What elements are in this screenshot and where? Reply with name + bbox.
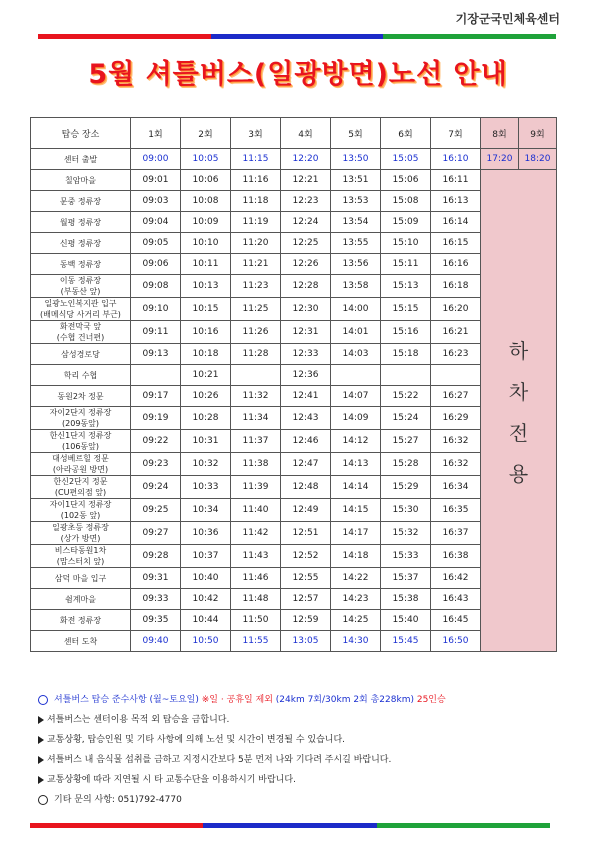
time-cell: 11:42 [231, 522, 281, 545]
time-cell: 10:34 [181, 499, 231, 522]
time-cell: 14:22 [331, 568, 381, 589]
stop-name [31, 522, 131, 545]
stop-name [31, 499, 131, 522]
stop-name [31, 476, 131, 499]
table-row [31, 568, 557, 589]
time-cell: 10:05 [181, 149, 231, 170]
time-cell: 11:23 [231, 275, 281, 298]
time-cell: 16:43 [431, 589, 481, 610]
time-cell: 14:12 [331, 430, 381, 453]
dropoff-label-char: 차 [508, 379, 529, 404]
stop-name-line: 일광노인복지관 입구 [44, 299, 117, 308]
table-row [31, 589, 557, 610]
time-cell: 13:51 [331, 170, 381, 191]
time-cell: 15:28 [381, 453, 431, 476]
dropoff-label-char: 전 [508, 420, 529, 445]
stop-name [31, 254, 131, 275]
time-cell: 09:05 [131, 233, 181, 254]
time-cell: 14:25 [331, 610, 381, 631]
time-cell: 12:25 [281, 233, 331, 254]
time-cell: 14:13 [331, 453, 381, 476]
table-row [31, 191, 557, 212]
time-cell: 11:43 [231, 545, 281, 568]
header-run-9: 9회 [519, 118, 557, 149]
time-cell: 14:00 [331, 298, 381, 321]
note-text: 셔틀버스 내 음식물 섭취를 금하고 지정시간보다 5분 먼저 나와 기다려 주시길 바랍니다. [47, 755, 392, 765]
extra-time-cell: 17:20 [481, 149, 519, 170]
time-cell: 14:18 [331, 545, 381, 568]
time-cell: 09:24 [131, 476, 181, 499]
time-cell: 09:33 [131, 589, 181, 610]
top-color-bar [38, 34, 556, 39]
time-cell: 13:05 [281, 631, 331, 652]
time-cell: 12:23 [281, 191, 331, 212]
table-row [31, 298, 557, 321]
time-cell: 16:10 [431, 149, 481, 170]
stop-name [31, 610, 131, 631]
stop-name-line: (CU편의점 앞) [54, 488, 107, 497]
table-row [31, 321, 557, 344]
dropoff-label-char: 하 [508, 338, 529, 363]
note-line [38, 730, 568, 750]
time-cell: 12:30 [281, 298, 331, 321]
time-cell: 10:36 [181, 522, 231, 545]
time-cell: 16:14 [431, 212, 481, 233]
time-cell: 12:55 [281, 568, 331, 589]
time-cell: 09:17 [131, 386, 181, 407]
note-line [38, 750, 568, 770]
stop-name-line: (106동앞) [62, 442, 99, 451]
note-line [38, 770, 568, 790]
time-cell: 10:32 [181, 453, 231, 476]
time-cell: 09:28 [131, 545, 181, 568]
table-row [31, 610, 557, 631]
time-cell: 12:41 [281, 386, 331, 407]
time-cell: 12:49 [281, 499, 331, 522]
time-cell: 11:46 [231, 568, 281, 589]
stop-name [31, 149, 131, 170]
time-cell: 09:22 [131, 430, 181, 453]
table-row [31, 499, 557, 522]
stop-name-line: (102동 앞) [60, 511, 101, 520]
time-cell: 09:04 [131, 212, 181, 233]
time-cell: 11:26 [231, 321, 281, 344]
time-cell: 11:40 [231, 499, 281, 522]
time-cell: 09:10 [131, 298, 181, 321]
stop-name [31, 631, 131, 652]
stop-name [31, 233, 131, 254]
time-cell: 16:27 [431, 386, 481, 407]
header-run-6: 6회 [381, 118, 431, 149]
time-cell: 14:23 [331, 589, 381, 610]
header-run-8: 8회 [481, 118, 519, 149]
time-cell [431, 365, 481, 386]
time-cell: 09:13 [131, 344, 181, 365]
stop-name-line: (209동앞) [62, 419, 99, 428]
time-cell: 10:44 [181, 610, 231, 631]
time-cell: 10:10 [181, 233, 231, 254]
time-cell: 15:22 [381, 386, 431, 407]
time-cell: 12:47 [281, 453, 331, 476]
time-cell: 09:27 [131, 522, 181, 545]
stop-name-line: 쉼계마을 [65, 594, 96, 604]
stop-name [31, 170, 131, 191]
time-cell: 09:01 [131, 170, 181, 191]
stop-name-line: 화전막국 앞 [59, 322, 102, 331]
stop-name-line: 자이1단지 정류장 [49, 500, 112, 509]
table-row [31, 453, 557, 476]
time-cell: 12:57 [281, 589, 331, 610]
stop-name-line: 한신2단지 정문 [53, 477, 108, 486]
time-cell: 15:40 [381, 610, 431, 631]
time-cell: 15:24 [381, 407, 431, 430]
table-row [31, 254, 557, 275]
time-cell: 13:50 [331, 149, 381, 170]
time-cell: 09:11 [131, 321, 181, 344]
bottom-color-bar [30, 823, 550, 828]
table-row [31, 476, 557, 499]
time-cell: 10:13 [181, 275, 231, 298]
time-cell: 13:56 [331, 254, 381, 275]
time-cell: 10:50 [181, 631, 231, 652]
time-cell: 11:19 [231, 212, 281, 233]
time-cell: 10:09 [181, 212, 231, 233]
note-distance: (24km 7회/30km 2회 총228km) [275, 695, 414, 705]
note-text: 교통상황, 탑승인원 및 기타 사항에 의해 노선 및 시간이 변경될 수 있습니다. [47, 735, 346, 745]
time-cell: 09:40 [131, 631, 181, 652]
time-cell: 15:33 [381, 545, 431, 568]
stop-name-line: 동백 정류장 [59, 259, 102, 269]
time-cell: 14:15 [331, 499, 381, 522]
stop-name-line: 신평 정류장 [59, 238, 102, 248]
stop-name [31, 386, 131, 407]
time-cell: 12:31 [281, 321, 331, 344]
time-cell: 12:48 [281, 476, 331, 499]
triangle-icon [38, 736, 44, 744]
time-cell: 13:55 [331, 233, 381, 254]
time-cell: 09:00 [131, 149, 181, 170]
header-run-5: 5회 [331, 118, 381, 149]
time-cell: 13:58 [331, 275, 381, 298]
stop-name [31, 275, 131, 298]
time-cell: 15:29 [381, 476, 431, 499]
time-cell: 14:03 [331, 344, 381, 365]
time-cell: 15:38 [381, 589, 431, 610]
triangle-icon [38, 716, 44, 724]
time-cell: 15:27 [381, 430, 431, 453]
time-cell: 16:50 [431, 631, 481, 652]
time-cell: 10:11 [181, 254, 231, 275]
time-cell: 10:08 [181, 191, 231, 212]
stop-name-line: 자이2단지 정류장 [49, 408, 112, 417]
triangle-icon [38, 776, 44, 784]
time-cell: 15:08 [381, 191, 431, 212]
stop-name-line: (아라공원 방면) [52, 465, 109, 474]
stop-name-line: 삼덕 마을 입구 [54, 573, 107, 583]
time-cell: 10:26 [181, 386, 231, 407]
note-line [38, 710, 568, 730]
time-cell: 11:25 [231, 298, 281, 321]
time-cell: 15:11 [381, 254, 431, 275]
time-cell: 11:34 [231, 407, 281, 430]
table-header-row [31, 118, 557, 149]
stop-name-line: 이동 정류장 [59, 276, 102, 285]
stop-name-line: 대성베르힐 정문 [52, 454, 109, 463]
time-cell: 11:37 [231, 430, 281, 453]
stop-name-line: (수협 건너편) [56, 333, 105, 342]
time-cell: 11:32 [231, 386, 281, 407]
circle-icon [38, 795, 48, 805]
stop-name-line: 비스타동원1차 [54, 546, 107, 555]
time-cell: 16:15 [431, 233, 481, 254]
time-cell: 09:35 [131, 610, 181, 631]
time-cell: 15:13 [381, 275, 431, 298]
time-cell: 11:50 [231, 610, 281, 631]
table-row [31, 212, 557, 233]
time-cell: 15:15 [381, 298, 431, 321]
time-cell: 11:20 [231, 233, 281, 254]
time-cell: 13:53 [331, 191, 381, 212]
time-cell: 15:05 [381, 149, 431, 170]
time-cell: 11:48 [231, 589, 281, 610]
time-cell: 15:09 [381, 212, 431, 233]
time-cell: 10:28 [181, 407, 231, 430]
time-cell: 16:16 [431, 254, 481, 275]
stop-name-line: 한신1단지 정류장 [49, 431, 112, 440]
stop-name-line: 문중 정류장 [59, 196, 102, 206]
time-cell: 15:37 [381, 568, 431, 589]
table-row [31, 631, 557, 652]
time-cell: 12:26 [281, 254, 331, 275]
time-cell: 16:23 [431, 344, 481, 365]
table-row [31, 365, 557, 386]
time-cell: 12:46 [281, 430, 331, 453]
time-cell: 10:37 [181, 545, 231, 568]
triangle-icon [38, 756, 44, 764]
time-cell: 11:18 [231, 191, 281, 212]
header-run-2: 2회 [181, 118, 231, 149]
time-cell [381, 365, 431, 386]
shuttle-timetable [30, 117, 557, 652]
time-cell: 10:15 [181, 298, 231, 321]
table-row [31, 407, 557, 430]
time-cell: 16:34 [431, 476, 481, 499]
stop-name-line: 센터 도착 [63, 636, 98, 646]
stop-name [31, 545, 131, 568]
time-cell: 16:11 [431, 170, 481, 191]
time-cell [131, 365, 181, 386]
circle-icon [38, 695, 48, 705]
stop-name-line: (맘스터치 앞) [56, 557, 105, 566]
stop-name-line: 칠암마을 [65, 175, 96, 185]
time-cell: 16:18 [431, 275, 481, 298]
stop-name [31, 191, 131, 212]
stop-name-line: 학리 수협 [63, 370, 98, 380]
header-run-4: 4회 [281, 118, 331, 149]
note-rules: 셔틀버스 탑승 준수사항 (월~토요일) [54, 695, 199, 705]
table-row [31, 275, 557, 298]
note-holiday: ※일 · 공휴일 제외 [201, 695, 273, 705]
table-row [31, 386, 557, 407]
time-cell: 10:31 [181, 430, 231, 453]
table-row [31, 233, 557, 254]
stop-name-line: (배메식당 사거리 부근) [40, 310, 121, 319]
time-cell: 11:16 [231, 170, 281, 191]
stop-name-line: 동원2차 정문 [57, 391, 104, 401]
time-cell: 11:28 [231, 344, 281, 365]
time-cell: 09:25 [131, 499, 181, 522]
time-cell: 12:24 [281, 212, 331, 233]
stop-name-line: (상가 방면) [60, 534, 101, 543]
note-line [38, 790, 568, 810]
stop-name-line: 월평 정류장 [59, 217, 102, 227]
time-cell: 12:36 [281, 365, 331, 386]
time-cell: 12:28 [281, 275, 331, 298]
time-cell: 12:52 [281, 545, 331, 568]
dropoff-only-cell [481, 170, 557, 652]
time-cell: 15:18 [381, 344, 431, 365]
time-cell: 09:08 [131, 275, 181, 298]
table-row [31, 522, 557, 545]
stop-name [31, 212, 131, 233]
table-row [31, 430, 557, 453]
time-cell [331, 365, 381, 386]
header-run-1: 1회 [131, 118, 181, 149]
time-cell: 15:16 [381, 321, 431, 344]
time-cell: 10:06 [181, 170, 231, 191]
time-cell: 12:51 [281, 522, 331, 545]
time-cell: 11:38 [231, 453, 281, 476]
header-run-3: 3회 [231, 118, 281, 149]
stop-name [31, 453, 131, 476]
time-cell: 15:10 [381, 233, 431, 254]
time-cell: 10:40 [181, 568, 231, 589]
stop-name-line: 일광초등 정류장 [52, 523, 109, 532]
time-cell: 15:32 [381, 522, 431, 545]
time-cell: 15:30 [381, 499, 431, 522]
stop-name-line: 삼성경로당 [61, 349, 100, 359]
time-cell: 09:06 [131, 254, 181, 275]
time-cell: 12:21 [281, 170, 331, 191]
time-cell: 12:59 [281, 610, 331, 631]
header-run-7: 7회 [431, 118, 481, 149]
table-row [31, 344, 557, 365]
stop-name-line: 센터 출발 [63, 154, 98, 164]
time-cell: 14:01 [331, 321, 381, 344]
organization-name: 기장군국민체육센터 [455, 12, 560, 26]
time-cell: 16:29 [431, 407, 481, 430]
time-cell: 15:06 [381, 170, 431, 191]
stop-name [31, 407, 131, 430]
time-cell: 14:14 [331, 476, 381, 499]
stop-name [31, 321, 131, 344]
time-cell: 10:18 [181, 344, 231, 365]
notes-section [38, 690, 568, 810]
note-text: 셔틀버스는 센터이용 목적 외 탑승을 금합니다. [47, 715, 230, 725]
time-cell [231, 365, 281, 386]
time-cell: 12:33 [281, 344, 331, 365]
time-cell: 10:16 [181, 321, 231, 344]
time-cell: 14:09 [331, 407, 381, 430]
time-cell: 14:07 [331, 386, 381, 407]
stop-name [31, 430, 131, 453]
time-cell: 15:45 [381, 631, 431, 652]
note-contact: 기타 문의 사항: 051)792-4770 [54, 795, 182, 805]
stop-name [31, 344, 131, 365]
time-cell: 09:19 [131, 407, 181, 430]
time-cell: 12:43 [281, 407, 331, 430]
table-row [31, 170, 557, 191]
note-capacity: 25인승 [416, 695, 446, 705]
time-cell: 13:54 [331, 212, 381, 233]
time-cell: 09:23 [131, 453, 181, 476]
time-cell: 16:21 [431, 321, 481, 344]
time-cell: 16:45 [431, 610, 481, 631]
table-row [31, 545, 557, 568]
time-cell: 16:13 [431, 191, 481, 212]
stop-name [31, 568, 131, 589]
time-cell: 11:15 [231, 149, 281, 170]
time-cell: 16:37 [431, 522, 481, 545]
time-cell: 09:31 [131, 568, 181, 589]
time-cell: 10:21 [181, 365, 231, 386]
time-cell: 10:42 [181, 589, 231, 610]
note-line [38, 690, 568, 710]
page-title: 5월 셔틀버스(일광방면)노선 안내 [88, 59, 508, 90]
time-cell: 16:32 [431, 453, 481, 476]
time-cell: 14:30 [331, 631, 381, 652]
time-cell: 16:38 [431, 545, 481, 568]
table-row [31, 149, 557, 170]
stop-name-line: 화전 정류장 [59, 615, 102, 625]
stop-name-line: (부동산 앞) [60, 287, 101, 296]
note-text: 교통상황에 따라 지연될 시 타 교통수단을 이용하시기 바랍니다. [47, 775, 296, 785]
extra-time-cell: 18:20 [519, 149, 557, 170]
time-cell: 09:03 [131, 191, 181, 212]
header-stop: 탑승 장소 [31, 118, 131, 149]
stop-name [31, 365, 131, 386]
time-cell: 12:20 [281, 149, 331, 170]
time-cell: 16:32 [431, 430, 481, 453]
stop-name [31, 589, 131, 610]
time-cell: 16:35 [431, 499, 481, 522]
time-cell: 11:39 [231, 476, 281, 499]
time-cell: 16:42 [431, 568, 481, 589]
time-cell: 10:33 [181, 476, 231, 499]
time-cell: 14:17 [331, 522, 381, 545]
dropoff-label-char: 용 [508, 461, 529, 486]
time-cell: 11:21 [231, 254, 281, 275]
time-cell: 11:55 [231, 631, 281, 652]
stop-name [31, 298, 131, 321]
time-cell: 16:20 [431, 298, 481, 321]
